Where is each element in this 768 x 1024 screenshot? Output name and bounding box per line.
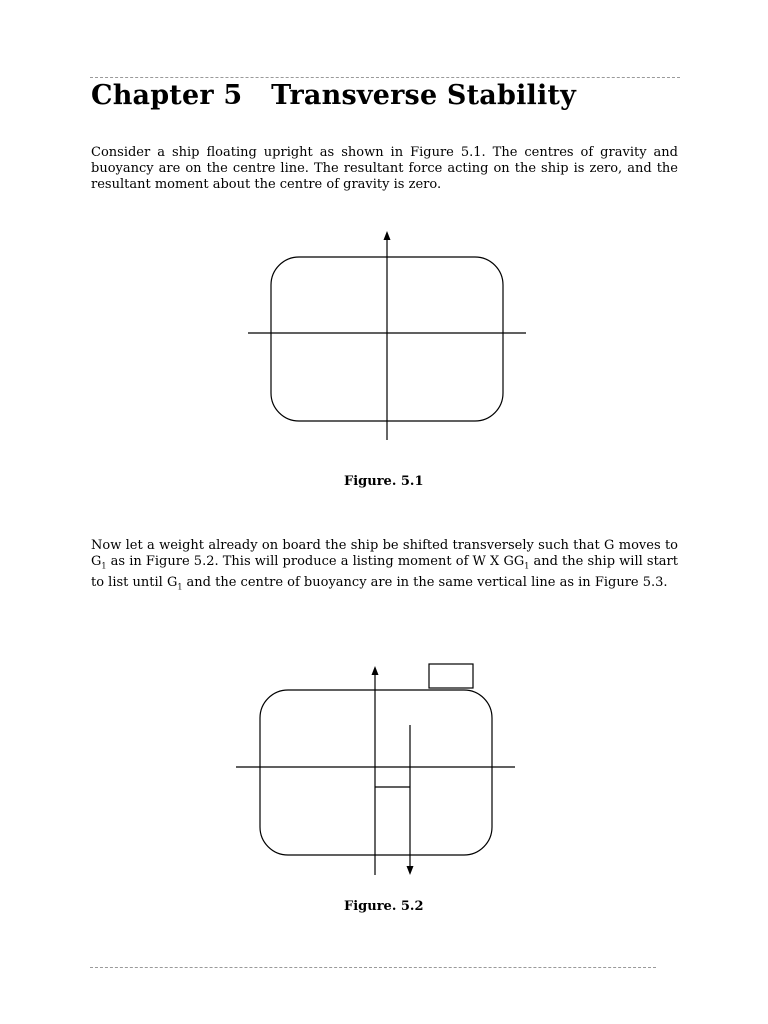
ship-hull-outline — [260, 690, 492, 855]
text-segment: Now let a weight already on board the ship be shifted transversely such that G moves to G — [91, 538, 678, 569]
subscript: 1 — [177, 582, 183, 592]
text-segment: and the centre of buoyancy are in the same vertical line as in Figure 5.3. — [182, 574, 668, 590]
text-segment: as in Figure 5.2. This will produce a listing moment of W X GG — [106, 554, 525, 569]
figure-5-2-caption: Figure. 5.2 — [344, 899, 424, 914]
top-dashed-rule — [90, 77, 680, 78]
intro-paragraph — [91, 145, 678, 193]
arrow-up-head — [384, 231, 391, 240]
arrow-up-head — [372, 666, 379, 675]
arrow-down-head — [407, 866, 414, 875]
intro-paragraph-text: Consider a ship floating upright as shown in Figure 5.1. The centres of gravity and buoyancy are on the centre line. The resultant force acting on the ship is zero, and the resultant moment about the centre of gravity is zero. — [91, 145, 678, 192]
chapter-heading — [91, 80, 576, 111]
chapter-title: Transverse Stability — [271, 80, 576, 111]
bottom-dashed-rule — [90, 967, 656, 968]
weight-shift-paragraph — [91, 538, 678, 595]
subscript: 1 — [524, 561, 530, 571]
shifted-weight-box — [429, 664, 473, 688]
figure-5-1-caption: Figure. 5.1 — [344, 474, 424, 489]
ship-hull-outline — [271, 257, 503, 421]
subscript: 1 — [101, 561, 107, 571]
text-segment: and the ship will start to list until G — [91, 554, 678, 590]
chapter-label: Chapter 5 — [91, 80, 243, 111]
